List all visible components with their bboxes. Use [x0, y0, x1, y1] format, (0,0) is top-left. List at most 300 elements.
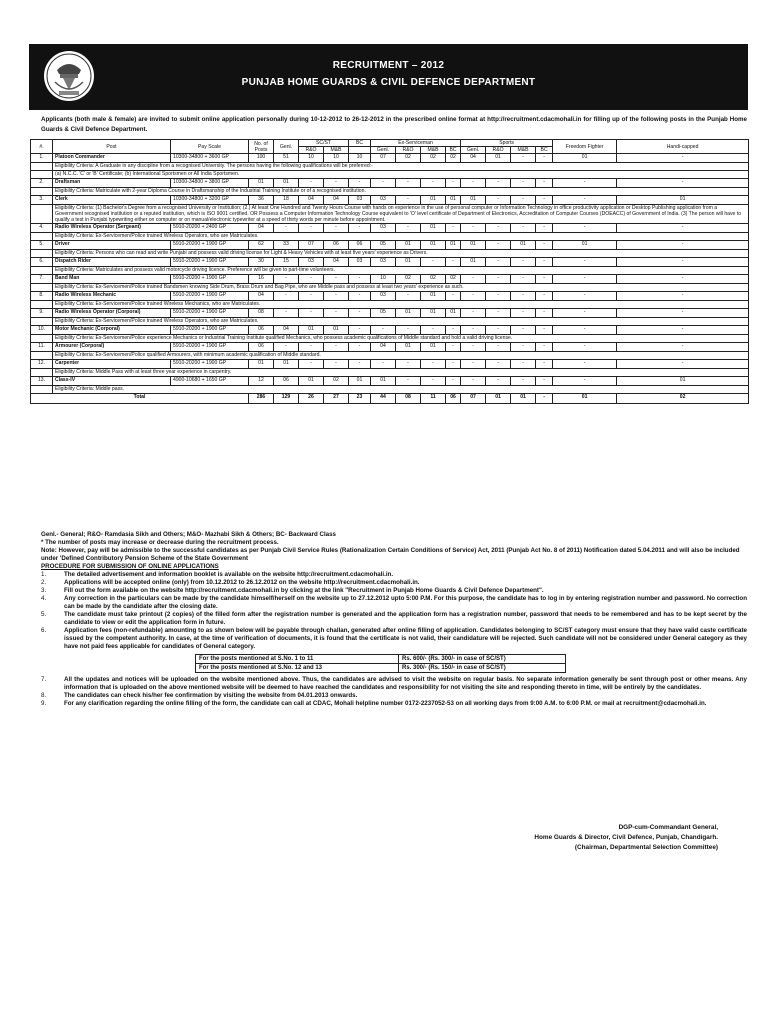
total-cell: 01	[553, 394, 617, 404]
count-cell: -	[371, 326, 396, 335]
total-cell: 27	[324, 394, 349, 404]
count-cell: -	[324, 224, 349, 233]
count-cell: 15	[274, 258, 299, 267]
serial-number: 1.	[31, 154, 53, 163]
post-name: Clerk	[53, 196, 171, 205]
eligibility-criteria: Eligibility Criteria: (1) Bachelor's Degree from a recognised University or Institution; (2.) At least One Hundred and Twenty Hours Course with hands on experience in the use of personal computer or Information Technology in office productivity application or Desktop Publishing application from a Government recognised institution or a reputed institution, which is ISO 9001 certified. OR Possess a Computer Information Technology Course equivalent to 'O' level certificate of Department of Electronics, Accreditation of Computer Courses (DOEACC) of Government of India. (3) The person will have to qualify a test in Punjabi typewriting either on computer or on manual/electronic typewriter at a speed of thirty words per minute before appointment.	[53, 205, 749, 224]
header-banner	[29, 44, 748, 110]
sub-header: M&B	[511, 147, 536, 154]
count-cell: 01	[249, 179, 274, 188]
count-cell: -	[536, 196, 553, 205]
count-cell: -	[536, 154, 553, 163]
post-name: Radio Wireless Mechanic	[53, 292, 171, 301]
count-cell: -	[371, 179, 396, 188]
count-cell: 51	[274, 154, 299, 163]
count-cell: -	[396, 326, 421, 335]
count-cell: 10	[324, 154, 349, 163]
col-no-of-posts: No. of Posts	[249, 140, 274, 154]
post-name: Dispatch Rider	[53, 258, 171, 267]
pay-scale: 4900-10680 + 1650 GP	[171, 377, 249, 386]
total-cell: 06	[446, 394, 461, 404]
count-cell: -	[421, 326, 446, 335]
count-cell: -	[299, 292, 324, 301]
count-cell: 33	[274, 241, 299, 250]
procedure-step	[41, 611, 747, 627]
count-cell: -	[349, 343, 371, 352]
count-cell: -	[486, 292, 511, 301]
count-cell: -	[617, 326, 749, 335]
count-cell: -	[511, 343, 536, 352]
category-legend: Genl.- General; R&O- Ramdasia Sikh and Others; M&O- Mazhabi Sikh & Others; BC- Backward Class	[41, 531, 337, 538]
count-cell: -	[511, 292, 536, 301]
count-cell: -	[486, 179, 511, 188]
count-cell: -	[461, 326, 486, 335]
procedure-step	[41, 676, 747, 692]
count-cell: -	[349, 360, 371, 369]
post-name: Draftsman	[53, 179, 171, 188]
total-cell: 01	[511, 394, 536, 404]
count-cell: -	[396, 224, 421, 233]
count-cell: -	[617, 179, 749, 188]
total-cell: 23	[349, 394, 371, 404]
count-cell: -	[511, 309, 536, 318]
blank-cell	[31, 335, 53, 343]
col-sno: #.	[31, 140, 53, 154]
count-cell: -	[511, 275, 536, 284]
count-cell: -	[617, 309, 749, 318]
procedure-heading: PROCEDURE FOR SUBMISSION OF ONLINE APPLICATIONS	[41, 563, 219, 570]
count-cell: -	[553, 309, 617, 318]
count-cell: -	[511, 154, 536, 163]
count-cell: -	[274, 292, 299, 301]
count-cell: 01	[299, 326, 324, 335]
serial-number: 8.	[31, 292, 53, 301]
pay-note: Note: However, pay will be admissible to the successful candidates as per Punjab Civil Service Rules (Rationalization Certain Conditions of Service) Act, 2011 (Punjab Act No. 8 of 2011) Notification dated 5.04.2011 and will also be included under 'Defined Contributory Pension Scheme of the State Government	[41, 547, 740, 562]
count-cell: -	[617, 224, 749, 233]
count-cell: -	[486, 360, 511, 369]
count-cell: 01	[421, 292, 446, 301]
count-cell: -	[324, 275, 349, 284]
col-sports: Sports	[461, 140, 553, 147]
fee-row	[196, 655, 566, 664]
fee-table-wrapper	[41, 654, 747, 673]
procedure-steps	[41, 571, 747, 708]
fee-amount: Rs. 300/- (Rs. 150/- in case of SC/ST)	[399, 664, 566, 673]
post-name: Radio Wireless Operator (Corporal)	[53, 309, 171, 318]
count-cell: 02	[421, 154, 446, 163]
eligibility-row	[31, 335, 749, 343]
count-cell: 01	[446, 241, 461, 250]
blank-cell	[31, 284, 53, 292]
post-row	[31, 377, 749, 386]
count-cell: -	[461, 292, 486, 301]
signature-line: DGP-cum-Commandant General,	[618, 824, 718, 831]
step-number: 6.	[41, 627, 47, 634]
blank-cell	[31, 352, 53, 360]
count-cell: 04	[299, 196, 324, 205]
post-row	[31, 360, 749, 369]
count-cell: 03	[371, 258, 396, 267]
sub-header: M&B	[324, 147, 349, 154]
col-scst: SC/ST	[299, 140, 349, 147]
post-name: Class-IV	[53, 377, 171, 386]
count-cell: -	[349, 309, 371, 318]
count-cell: -	[486, 377, 511, 386]
count-cell: -	[553, 343, 617, 352]
count-cell: -	[349, 292, 371, 301]
count-cell: 01	[371, 377, 396, 386]
sub-header: R&O	[299, 147, 324, 154]
count-cell: -	[511, 179, 536, 188]
department-emblem-logo	[43, 50, 95, 102]
col-handicapped: Handi-capped	[617, 140, 749, 154]
count-cell: 02	[421, 275, 446, 284]
signature-block	[534, 823, 718, 853]
eligibility-criteria: Eligibility Criteria: Ex-Servicemen/Police trained Wireless Operators, who are Matriculates.	[53, 233, 749, 241]
step-number: 9.	[41, 700, 47, 707]
count-cell: -	[553, 179, 617, 188]
count-cell: 01	[396, 258, 421, 267]
count-cell: -	[396, 292, 421, 301]
serial-number: 4.	[31, 224, 53, 233]
count-cell: -	[349, 275, 371, 284]
total-cell: 07	[461, 394, 486, 404]
count-cell: -	[461, 275, 486, 284]
eligibility-criteria: Eligibility Criteria: A Graduate in any discipline from a recognised University. The persons having the following qualifications will be preferred:-	[53, 163, 749, 171]
count-cell: -	[274, 224, 299, 233]
pay-scale: 5910-20200 + 1900 GP	[171, 258, 249, 267]
total-cell: 11	[421, 394, 446, 404]
eligibility-criteria: Eligibility Criteria: Matriculates and possess valid motorcycle driving licence. Preference will be given to part-time volunteers.	[53, 267, 749, 275]
fee-amount: Rs. 600/- (Rs. 300/- in case of SC/ST)	[399, 655, 566, 664]
count-cell: 02	[324, 377, 349, 386]
serial-number: 10.	[31, 326, 53, 335]
post-name: Motor Mechanic (Corporal)	[53, 326, 171, 335]
count-cell: -	[511, 326, 536, 335]
count-cell: -	[396, 377, 421, 386]
procedure-step	[41, 571, 747, 579]
count-cell: 01	[553, 154, 617, 163]
count-cell: -	[553, 292, 617, 301]
total-cell: 02	[617, 394, 749, 404]
count-cell: 07	[371, 154, 396, 163]
count-cell: 12	[249, 377, 274, 386]
count-cell: -	[299, 360, 324, 369]
sub-header: Genl.	[371, 147, 396, 154]
post-row	[31, 258, 749, 267]
count-cell: 04	[324, 258, 349, 267]
count-cell: -	[446, 292, 461, 301]
eligibility-row	[31, 250, 749, 258]
post-row	[31, 326, 749, 335]
count-cell: -	[617, 343, 749, 352]
count-cell: -	[536, 326, 553, 335]
count-cell: 05	[371, 241, 396, 250]
post-name: Driver	[53, 241, 171, 250]
blank-cell	[31, 318, 53, 326]
eligibility-row	[31, 386, 749, 394]
eligibility-criteria: Eligibility Criteria: Middle pass.	[53, 386, 749, 394]
eligibility-criteria: Eligibility Criteria: Ex-Servicemen/Police qualified Armourers, with minimum academic qualification of Middle standard.	[53, 352, 749, 360]
eligibility-row	[31, 318, 749, 326]
count-cell: -	[553, 377, 617, 386]
eligibility-row	[31, 188, 749, 196]
step-number: 2.	[41, 579, 47, 586]
count-cell: 02	[446, 154, 461, 163]
count-cell: -	[617, 241, 749, 250]
count-cell: 03	[371, 224, 396, 233]
fee-row	[196, 664, 566, 673]
step-number: 7.	[41, 676, 47, 683]
count-cell: -	[421, 360, 446, 369]
posts-note: * The number of posts may increase or decrease during the recruitment process.	[41, 539, 279, 546]
blank-cell	[31, 205, 53, 224]
count-cell: 18	[274, 196, 299, 205]
count-cell: -	[421, 179, 446, 188]
count-cell: -	[536, 179, 553, 188]
count-cell: -	[274, 309, 299, 318]
pay-scale: 5910-20200 + 1900 GP	[171, 360, 249, 369]
pay-scale: 5910-20200 + 1900 GP	[171, 309, 249, 318]
count-cell: -	[324, 179, 349, 188]
posts-table-body	[31, 154, 749, 404]
col-pay-scale: Pay Scale	[171, 140, 249, 154]
count-cell: -	[461, 224, 486, 233]
col-freedom-fighter: Freedom Fighter	[553, 140, 617, 154]
recruitment-title: RECRUITMENT – 2012	[332, 60, 445, 71]
serial-number: 6.	[31, 258, 53, 267]
fee-table	[195, 654, 566, 673]
total-label: Total	[31, 394, 249, 404]
count-cell: -	[461, 360, 486, 369]
count-cell: 08	[249, 309, 274, 318]
serial-number: 2.	[31, 179, 53, 188]
intro-paragraph: Applicants (both male & female) are invited to submit online application personally during 10-12-2012 to 26-12-2012 in the prescribed online format at http://recruitment.cdacmohali.in for filling up of the following posts in the Punjab Home Guards & Civil Defence Department.	[41, 116, 747, 133]
sub-header: BC	[446, 147, 461, 154]
count-cell: -	[486, 326, 511, 335]
count-cell: -	[461, 179, 486, 188]
count-cell: -	[446, 258, 461, 267]
eligibility-row	[31, 163, 749, 171]
serial-number: 5.	[31, 241, 53, 250]
department-title: PUNJAB HOME GUARDS & CIVIL DEFENCE DEPARTMENT	[241, 77, 536, 88]
col-genl: Genl.	[274, 140, 299, 154]
blank-cell	[31, 171, 53, 179]
eligibility-criteria: (a) N.C.C. 'C' or 'B' Certificate; (b) International Sportsmen or All India Sportsmen.	[53, 171, 749, 179]
count-cell: 10	[349, 154, 371, 163]
count-cell: 01	[421, 196, 446, 205]
eligibility-row	[31, 171, 749, 179]
post-row	[31, 343, 749, 352]
count-cell: -	[536, 241, 553, 250]
count-cell: 02	[396, 275, 421, 284]
count-cell: 01	[324, 326, 349, 335]
post-row	[31, 309, 749, 318]
count-cell: -	[553, 360, 617, 369]
blank-cell	[31, 386, 53, 394]
count-cell: -	[446, 179, 461, 188]
count-cell: -	[324, 360, 349, 369]
sub-header: R&O	[486, 147, 511, 154]
count-cell: -	[461, 343, 486, 352]
step-text: All the updates and notices will be uploaded on the website mentioned above. Thus, the candidates are advised to visit the website on regular basis. No separate information generally be sent through post or other means. Any information that is uploaded on the above mentioned website will be deemed to have reached the candidates and responsibility for not visiting the site and responding thereto in time, will be entirely by the candidates.	[64, 676, 747, 691]
blank-cell	[31, 250, 53, 258]
count-cell: -	[536, 224, 553, 233]
count-cell: -	[617, 258, 749, 267]
procedure-step	[41, 692, 747, 700]
eligibility-criteria: Eligibility Criteria: Ex-Servicemen/Police experience Mechanics or Industrial Training Institute qualified Mechanics, who possess academic qualifications of Middle standard and hold a valid driving license.	[53, 335, 749, 343]
count-cell: -	[511, 377, 536, 386]
count-cell: 01	[396, 241, 421, 250]
procedure-step	[41, 627, 747, 651]
pay-scale: 5910-20200 + 1900 GP	[171, 292, 249, 301]
count-cell: -	[553, 196, 617, 205]
count-cell: -	[536, 377, 553, 386]
eligibility-criteria: Eligibility Criteria: Matriculate with 2-year Diploma Course in Draftsmanship of the Industrial Training Institute or of a recognised institution.	[53, 188, 749, 196]
total-cell: -	[536, 394, 553, 404]
count-cell: 01	[396, 343, 421, 352]
post-row	[31, 241, 749, 250]
count-cell: -	[617, 275, 749, 284]
total-cell: 26	[299, 394, 324, 404]
count-cell: 01	[274, 360, 299, 369]
count-cell: -	[446, 326, 461, 335]
step-text: Any correction in the particulars can be made by the candidate himself/herself on the website up to 27.12.2012 upto 5:00 P.M. For this purpose, the candidate has to log in by entering registration number and password. No correction can be made by the candidate after the closing date.	[64, 595, 747, 610]
count-cell: -	[396, 360, 421, 369]
count-cell: -	[617, 360, 749, 369]
count-cell: -	[349, 224, 371, 233]
count-cell: 36	[249, 196, 274, 205]
total-cell: 44	[371, 394, 396, 404]
post-row	[31, 292, 749, 301]
count-cell: 06	[349, 241, 371, 250]
pay-scale: 10300-34800 + 3200 GP	[171, 196, 249, 205]
count-cell: 62	[249, 241, 274, 250]
step-text: The detailed advertisement and information booklet is available on the website http://recruitment.cdacmohali.in.	[64, 571, 394, 578]
count-cell: 06	[249, 326, 274, 335]
count-cell: 01	[486, 154, 511, 163]
post-row	[31, 154, 749, 163]
total-cell: 01	[486, 394, 511, 404]
serial-number: 11.	[31, 343, 53, 352]
post-row	[31, 196, 749, 205]
count-cell: -	[446, 377, 461, 386]
count-cell: 02	[446, 275, 461, 284]
count-cell: -	[274, 343, 299, 352]
count-cell: -	[536, 292, 553, 301]
count-cell: -	[446, 224, 461, 233]
post-name: Radio Wireless Operator (Sergeant)	[53, 224, 171, 233]
count-cell: -	[511, 196, 536, 205]
count-cell: 100	[249, 154, 274, 163]
col-ex-serviceman: Ex-Serviceman	[371, 140, 461, 147]
count-cell: -	[421, 258, 446, 267]
fee-posts: For the posts mentioned at S.No. 12 and 13	[196, 664, 399, 673]
blank-cell	[31, 188, 53, 196]
count-cell: -	[553, 275, 617, 284]
count-cell: -	[446, 360, 461, 369]
count-cell: -	[536, 360, 553, 369]
count-cell: 07	[299, 241, 324, 250]
post-name: Armourer (Corporal)	[53, 343, 171, 352]
eligibility-criteria: Eligibility Criteria: Persons who can read and write Punjabi and possess valid driving license for Light & Heavy Vehicles with at least five years' experience as Drivers.	[53, 250, 749, 258]
count-cell: -	[396, 196, 421, 205]
count-cell: -	[536, 275, 553, 284]
serial-number: 3.	[31, 196, 53, 205]
count-cell: 01	[249, 360, 274, 369]
eligibility-row	[31, 369, 749, 377]
count-cell: 01	[421, 224, 446, 233]
count-cell: 04	[371, 343, 396, 352]
post-row	[31, 275, 749, 284]
total-cell: 08	[396, 394, 421, 404]
pay-scale: 5910-20200 + 1900 GP	[171, 343, 249, 352]
post-row	[31, 179, 749, 188]
count-cell: 01	[461, 196, 486, 205]
eligibility-criteria: Eligibility Criteria: Ex-Servicemen/Police trained Bandsmen knowing Side Drum, Brass Drum and Bag Pipe, who are Middle pass and possess at least two years' experience as such.	[53, 284, 749, 292]
eligibility-row	[31, 267, 749, 275]
step-text: The candidates can check his/her fee confirmation by visiting the website from 04.01.2013 onwards.	[64, 692, 358, 699]
serial-number: 13.	[31, 377, 53, 386]
count-cell: 01	[446, 309, 461, 318]
count-cell: 06	[324, 241, 349, 250]
count-cell: 03	[371, 196, 396, 205]
pay-scale: 5910-20200 + 1900 GP	[171, 241, 249, 250]
procedure-step	[41, 595, 747, 611]
blank-cell	[31, 301, 53, 309]
eligibility-row	[31, 301, 749, 309]
total-cell: 129	[274, 394, 299, 404]
count-cell: -	[486, 343, 511, 352]
step-text: Application fees (non-refundable) amounting to as shown below will be payable through challan, generated after online filling of application. Candidates belonging to SC/ST category must ensure that they have valid caste certificate issued by the competent authority. In case, at the time of verification of documents, it is found that the certificate is not valid, their candidature will be rejected. Such candidate will not be considered under General category as they have not paid fees applicable for candidates of General category.	[64, 627, 747, 650]
sub-header: M&B	[421, 147, 446, 154]
count-cell: 04	[274, 326, 299, 335]
pay-scale: 10300-34800 + 3800 GP	[171, 179, 249, 188]
total-row	[31, 394, 749, 404]
serial-number: 7.	[31, 275, 53, 284]
count-cell: -	[371, 360, 396, 369]
count-cell: 02	[396, 154, 421, 163]
count-cell: 10	[299, 154, 324, 163]
count-cell: -	[349, 179, 371, 188]
count-cell: 01	[421, 309, 446, 318]
eligibility-row	[31, 284, 749, 292]
count-cell: 01	[461, 241, 486, 250]
count-cell: -	[553, 224, 617, 233]
count-cell: 06	[249, 343, 274, 352]
count-cell: -	[486, 196, 511, 205]
count-cell: 03	[349, 258, 371, 267]
posts-table	[30, 139, 749, 404]
count-cell: -	[349, 326, 371, 335]
count-cell: -	[299, 224, 324, 233]
count-cell: 10	[371, 275, 396, 284]
count-cell: -	[553, 326, 617, 335]
total-cell: 286	[249, 394, 274, 404]
count-cell: 01	[299, 377, 324, 386]
step-number: 1.	[41, 571, 47, 578]
count-cell: -	[421, 377, 446, 386]
count-cell: -	[536, 309, 553, 318]
pay-scale: 5910-20200 + 1900 GP	[171, 275, 249, 284]
signature-line: Home Guards & Director, Civil Defence, Punjab, Chandigarh.	[534, 834, 718, 841]
post-name: Band Man	[53, 275, 171, 284]
count-cell: -	[461, 377, 486, 386]
procedure-step	[41, 700, 747, 708]
count-cell: -	[299, 275, 324, 284]
count-cell: -	[511, 224, 536, 233]
count-cell: -	[396, 179, 421, 188]
